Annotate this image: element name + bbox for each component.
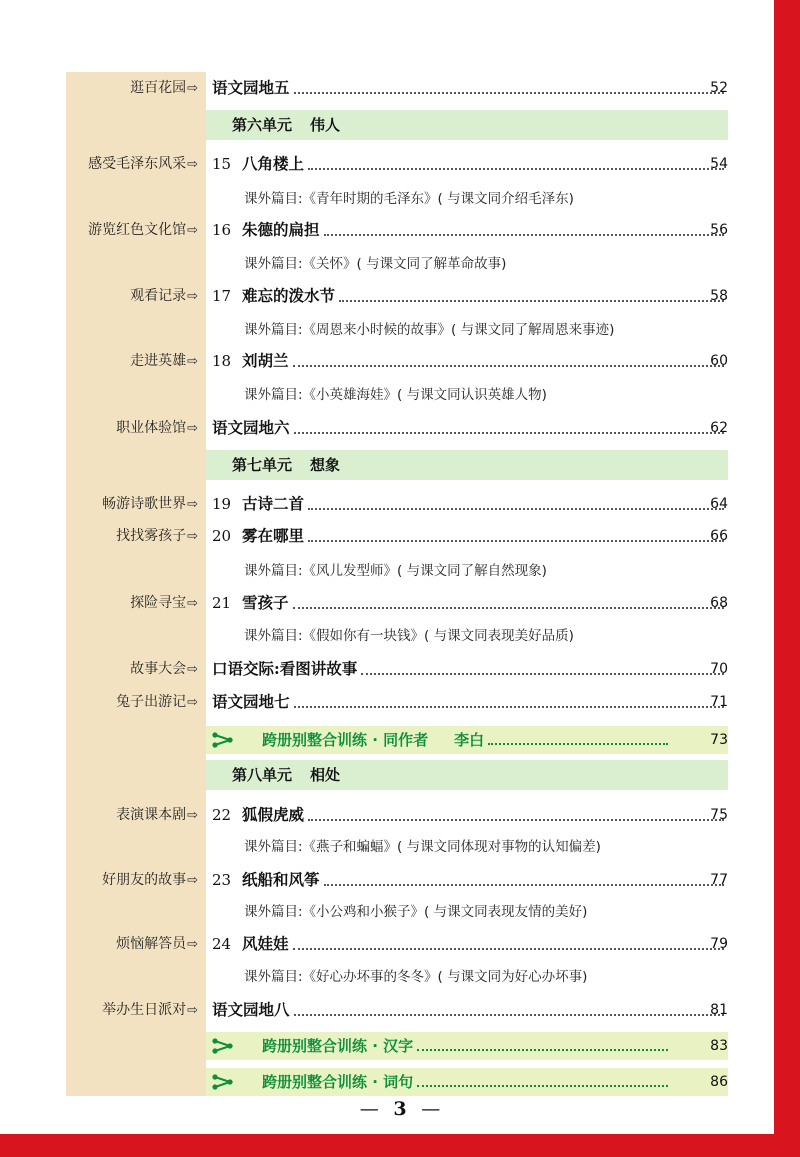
training-title	[236, 726, 484, 754]
unit-label: 第六单元	[232, 116, 293, 134]
dot-leader	[339, 300, 724, 302]
activity-text: 职业体验馆	[116, 420, 187, 436]
arrow-right-icon: ⇨	[187, 808, 198, 823]
training-title	[236, 1032, 413, 1060]
lesson-title[interactable]: 雪孩子	[242, 593, 289, 612]
extra-reading-line	[0, 381, 800, 409]
dot-leader	[361, 673, 724, 675]
extra-reading-line	[0, 833, 800, 861]
toc-entry[interactable]	[0, 996, 800, 1024]
arrow-right-icon: ⇨	[187, 1003, 198, 1018]
dot-leader	[293, 365, 724, 367]
page-ref: 66	[710, 528, 728, 544]
lesson-number: 21	[212, 594, 232, 612]
dot-leader	[308, 168, 724, 170]
toc-entry[interactable]	[0, 522, 800, 550]
toc-entry[interactable]	[0, 74, 800, 102]
arrow-right-icon: ⇨	[187, 354, 198, 369]
extra-reading-line	[0, 557, 800, 585]
page-ref: 86	[710, 1074, 728, 1090]
training-label: 跨册别整合训练 · 同作者	[262, 731, 429, 749]
extra-reading-text: 课外篇目:《小英雄海娃》( 与课文同认识英雄人物)	[244, 387, 547, 403]
sidebar-activity-label	[116, 414, 198, 442]
lesson-number: 18	[212, 352, 232, 370]
toc-entry[interactable]	[0, 930, 800, 958]
dot-leader	[417, 1085, 668, 1087]
page-ref: 60	[710, 353, 728, 369]
lesson-title[interactable]: 纸船和风筝	[242, 870, 320, 889]
toc-entry[interactable]	[0, 688, 800, 716]
sidebar-activity-label	[102, 490, 198, 518]
triangle-nodes-icon	[212, 1074, 234, 1090]
page-ref: 56	[710, 222, 728, 238]
unit-label: 第七单元	[232, 456, 293, 474]
unit-title	[214, 110, 340, 140]
unit-label: 第八单元	[232, 766, 293, 784]
extra-reading-line	[0, 250, 800, 278]
training-title	[236, 1068, 413, 1096]
arrow-right-icon: ⇨	[187, 529, 198, 544]
lesson-number: 22	[212, 806, 232, 824]
sidebar-activity-label	[130, 282, 198, 310]
page-ref: 52	[710, 80, 728, 96]
toc-entry[interactable]	[0, 490, 800, 518]
arrow-right-icon: ⇨	[187, 695, 198, 710]
unit-header	[206, 760, 728, 790]
lesson-title[interactable]: 风娃娃	[242, 934, 289, 953]
arrow-right-icon: ⇨	[187, 497, 198, 512]
page-number: 3	[393, 1098, 407, 1120]
lesson-title[interactable]: 古诗二首	[242, 494, 305, 513]
extra-reading-line	[0, 185, 800, 213]
training-entry[interactable]	[206, 1032, 728, 1060]
unit-theme: 伟人	[310, 116, 341, 134]
extra-reading-line	[0, 898, 800, 926]
arrow-right-icon: ⇨	[187, 289, 198, 304]
lesson-number: 24	[212, 935, 232, 953]
extra-reading-text: 课外篇目:《青年时期的毛泽东》( 与课文同介绍毛泽东)	[244, 191, 574, 207]
page-ref: 70	[710, 661, 728, 677]
dot-leader	[308, 819, 724, 821]
training-entry[interactable]	[206, 726, 728, 754]
toc-entry[interactable]	[0, 282, 800, 310]
extra-reading-text: 课外篇目:《小公鸡和小猴子》( 与课文同表现友情的美好)	[244, 904, 588, 920]
lesson-title[interactable]: 朱德的扁担	[242, 220, 320, 239]
activity-text: 观看记录	[130, 288, 187, 304]
page-ref: 73	[710, 732, 728, 748]
lesson-number: 19	[212, 495, 232, 513]
triangle-nodes-icon	[212, 732, 234, 748]
toc-entry[interactable]	[0, 150, 800, 178]
dot-leader	[308, 540, 724, 542]
extra-reading-text: 课外篇目:《风儿发型师》( 与课文同了解自然现象)	[244, 563, 547, 579]
arrow-right-icon: ⇨	[187, 223, 198, 238]
sidebar-activity-label	[88, 150, 198, 178]
activity-text: 感受毛泽东风采	[88, 156, 187, 172]
unit-theme: 相处	[310, 766, 341, 784]
lesson-title[interactable]: 狐假虎威	[242, 805, 305, 824]
dot-leader	[324, 234, 724, 236]
extra-reading-line	[0, 963, 800, 991]
dot-leader	[293, 948, 724, 950]
lesson-number: 16	[212, 221, 232, 239]
activity-text: 兔子出游记	[116, 694, 187, 710]
sidebar-activity-label	[130, 589, 198, 617]
page-ref: 71	[710, 694, 728, 710]
activity-text: 探险寻宝	[130, 595, 187, 611]
activity-text: 逛百花园	[130, 80, 187, 96]
lesson-title[interactable]: 八角楼上	[242, 154, 305, 173]
arrow-right-icon: ⇨	[187, 81, 198, 96]
dot-leader	[324, 884, 724, 886]
dot-leader	[294, 92, 724, 94]
lesson-number: 17	[212, 287, 232, 305]
unit-title	[214, 760, 340, 790]
training-entry[interactable]	[206, 1068, 728, 1096]
sidebar-activity-label	[130, 655, 198, 683]
page-ref: 77	[710, 872, 728, 888]
dot-leader	[488, 743, 668, 745]
lesson-number: 15	[212, 155, 232, 173]
dot-leader	[294, 706, 724, 708]
unit-theme: 想象	[310, 456, 341, 474]
arrow-right-icon: ⇨	[187, 596, 198, 611]
activity-text: 走进英雄	[130, 353, 187, 369]
sidebar-activity-label	[116, 688, 198, 716]
lesson-number: 23	[212, 871, 232, 889]
sidebar-activity-label	[116, 801, 198, 829]
page-ref: 75	[710, 807, 728, 823]
page-ref: 68	[710, 595, 728, 611]
unit-header	[206, 450, 728, 480]
extra-reading-text: 课外篇目:《关怀》( 与课文同了解革命故事)	[244, 256, 507, 272]
sidebar-activity-label	[130, 347, 198, 375]
lesson-number: 20	[212, 527, 232, 545]
lesson-title[interactable]: 刘胡兰	[242, 351, 289, 370]
toc-entry[interactable]	[0, 414, 800, 442]
toc-entry[interactable]	[0, 866, 800, 894]
activity-text: 故事大会	[130, 661, 187, 677]
page-footer	[0, 1098, 800, 1120]
activity-text: 找找雾孩子	[116, 528, 187, 544]
training-label: 跨册别整合训练 · 词句	[262, 1073, 414, 1091]
training-author: 李白	[454, 731, 485, 749]
arrow-right-icon: ⇨	[187, 937, 198, 952]
lesson-title[interactable]: 雾在哪里	[242, 526, 305, 545]
page-ref: 64	[710, 496, 728, 512]
footer-dash-right: —	[421, 1098, 441, 1120]
extra-reading-text: 课外篇目:《燕子和蝙蝠》( 与课文同体现对事物的认知偏差)	[244, 839, 601, 855]
triangle-nodes-icon	[212, 1038, 234, 1054]
page-ref: 58	[710, 288, 728, 304]
sidebar-activity-label	[130, 74, 198, 102]
lesson-title[interactable]: 口语交际:看图讲故事	[212, 659, 358, 678]
unit-header	[206, 110, 728, 140]
toc-entry[interactable]	[0, 216, 800, 244]
extra-reading-text: 课外篇目:《周恩来小时候的故事》( 与课文同了解周恩来事迹)	[244, 322, 615, 338]
toc-entry[interactable]	[0, 801, 800, 829]
toc-entry[interactable]	[0, 589, 800, 617]
unit-title	[214, 450, 340, 480]
page-ref: 81	[710, 1002, 728, 1018]
lesson-title[interactable]: 难忘的泼水节	[242, 286, 336, 305]
arrow-right-icon: ⇨	[187, 157, 198, 172]
sidebar-activity-label	[116, 930, 198, 958]
dot-leader	[294, 432, 724, 434]
page-ref: 62	[710, 420, 728, 436]
lesson-title[interactable]: 语文园地八	[212, 1000, 290, 1019]
activity-text: 游览红色文化馆	[88, 222, 187, 238]
arrow-right-icon: ⇨	[187, 873, 198, 888]
dot-leader	[294, 1014, 724, 1016]
activity-text: 表演课本剧	[116, 807, 187, 823]
footer-dash-left: —	[359, 1098, 379, 1120]
arrow-right-icon: ⇨	[187, 662, 198, 677]
lesson-title[interactable]: 语文园地五	[212, 78, 290, 97]
page-ref: 83	[710, 1038, 728, 1054]
dot-leader	[293, 607, 724, 609]
page-ref: 54	[710, 156, 728, 172]
extra-reading-text: 课外篇目:《假如你有一块钱》( 与课文同表现美好品质)	[244, 628, 574, 644]
dot-leader	[417, 1049, 668, 1051]
arrow-right-icon: ⇨	[187, 421, 198, 436]
extra-reading-text: 课外篇目:《好心办坏事的冬冬》( 与课文同为好心办坏事)	[244, 969, 588, 985]
lesson-title[interactable]: 语文园地七	[212, 692, 290, 711]
lesson-title[interactable]: 语文园地六	[212, 418, 290, 437]
extra-reading-line	[0, 622, 800, 650]
activity-text: 畅游诗歌世界	[102, 496, 187, 512]
toc-entry[interactable]	[0, 347, 800, 375]
activity-text: 烦恼解答员	[116, 936, 187, 952]
page-ref: 79	[710, 936, 728, 952]
sidebar-activity-label	[102, 996, 198, 1024]
activity-text: 举办生日派对	[102, 1002, 187, 1018]
extra-reading-line	[0, 316, 800, 344]
toc-entry[interactable]	[0, 655, 800, 683]
training-label: 跨册别整合训练 · 汉字	[262, 1037, 414, 1055]
sidebar-activity-label	[116, 522, 198, 550]
activity-text: 好朋友的故事	[102, 872, 187, 888]
dot-leader	[308, 508, 724, 510]
sidebar-activity-label	[102, 866, 198, 894]
sidebar-activity-label	[88, 216, 198, 244]
